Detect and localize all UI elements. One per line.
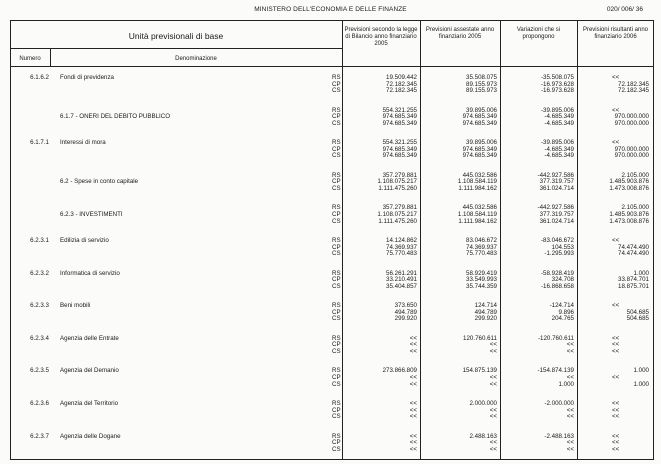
cell-risultanti: 33.874.701 [618,276,649,284]
cell-variazioni: 324.708 [551,276,574,284]
row-denominazione: Interessi di mora [60,139,106,147]
row-denominazione: Fondi di previdenza [60,74,115,81]
row-type-code: CP [332,243,341,251]
row-type-code: CS [332,185,341,192]
cell-bilancio: 273.866.809 [382,367,417,375]
row-number: 6.2.3.3 [30,302,49,310]
row-number: 6.2.3.4 [30,334,49,342]
cell-variazioni: << [566,341,574,349]
cell-risultanti: << [612,413,620,421]
cell-risultanti: 1.473.008.876 [609,185,649,192]
cell-bilancio: << [409,432,417,440]
cell-bilancio: << [409,413,417,421]
cell-variazioni: << [566,406,574,414]
row-number: 6.2.3.2 [30,269,49,277]
cell-bilancio: 33.210.491 [386,276,417,284]
cell-risultanti: << [612,374,620,381]
cell-bilancio: 373.650 [394,302,417,310]
cell-variazioni: -58.928.419 [540,269,574,277]
row-type-code: RS [332,269,341,277]
cell-assestate: 2.000.000 [469,400,497,407]
cell-assestate: 89.155.973 [466,80,497,88]
cell-risultanti: 1.000 [633,380,649,388]
cell-bilancio: 72.182.345 [386,87,417,95]
cell-bilancio: 74.369.937 [386,243,417,251]
row-type-code: CP [332,308,341,316]
cell-variazioni: -124.714 [549,302,574,310]
cell-assestate: 974.685.349 [462,152,497,160]
cell-variazioni: -39.895.006 [540,106,574,114]
column-header-denominazione: Denominazione [175,56,217,62]
column-header-bilancio: Previsioni secondo la legge di Bilancio anno finanziario 2005 [344,27,418,48]
cell-bilancio: 75.770.483 [386,250,417,258]
cell-bilancio: 1.111.475.260 [378,217,417,225]
row-denominazione: Beni mobili [60,302,91,310]
row-type-code: CS [332,282,341,290]
cell-assestate: 33.549.993 [466,276,497,284]
cell-assestate: 75.770.483 [466,250,497,258]
cell-variazioni: -16.973.628 [540,80,574,88]
column-header-assestate: Previsioni assestate anno finanziario 2005 [425,27,495,41]
cell-assestate: 1.108.584.119 [457,211,497,218]
cell-variazioni: -2.488.163 [544,432,574,440]
cell-risultanti: << [612,139,620,147]
cell-variazioni: -39.895.006 [540,139,574,147]
cell-variazioni: -35.508.075 [540,74,574,81]
cell-assestate: 974.685.349 [462,113,497,121]
cell-variazioni: -4.685.349 [544,145,574,153]
cell-variazioni: << [566,348,574,355]
cell-bilancio: 974.685.349 [382,152,417,160]
cell-variazioni: -83.046.672 [540,237,574,244]
cell-bilancio: 1.108.075.217 [377,211,417,218]
cell-variazioni: -4.685.349 [544,152,574,160]
cell-assestate: << [489,374,497,381]
column-header-numero: Numero [19,56,41,62]
row-type-code: CP [332,406,341,414]
row-type-code: RS [332,237,341,244]
row-type-code: RS [332,171,341,179]
cell-risultanti: << [612,406,620,414]
cell-assestate: 74.369.937 [466,243,497,251]
cell-risultanti: 1.000 [633,367,649,375]
row-type-code: RS [332,106,341,114]
cell-assestate: 35.508.075 [466,74,497,81]
cell-bilancio: 35.404.857 [386,282,417,290]
cell-bilancio: << [409,374,417,381]
row-number: 6.1.7.1 [30,139,49,147]
cell-risultanti: 1.000 [633,269,649,277]
cell-variazioni: -442.927.586 [537,204,574,212]
cell-assestate: << [489,439,497,447]
cell-assestate: 1.111.984.162 [458,217,497,225]
row-type-code: CP [332,341,341,349]
cell-risultanti: 74.474.490 [618,250,649,258]
row-type-code: RS [332,74,341,81]
cell-bilancio: << [409,348,417,355]
cell-risultanti: 1.485.903.876 [609,178,649,186]
cell-bilancio: 1.108.075.217 [377,178,417,186]
row-type-code: RS [332,367,341,375]
cell-bilancio: 974.685.349 [382,145,417,153]
ministry-title: MINISTERO DELL'ECONOMIA E DELLE FINANZE [254,6,407,13]
cell-variazioni: 9.896 [558,308,574,316]
cell-bilancio: 554.321.255 [382,139,417,147]
cell-bilancio: 1.111.475.260 [378,185,417,192]
cell-bilancio: 14.124.862 [386,237,417,244]
cell-assestate: 154.875.139 [462,367,497,375]
row-denominazione: Informatica di servizio [60,269,120,277]
cell-risultanti: 970.000.000 [614,145,649,153]
cell-assestate: << [489,406,497,414]
cell-variazioni: 361.024.714 [539,185,574,192]
cell-risultanti: << [612,439,620,447]
row-type-code: RS [332,302,341,310]
row-type-code: CP [332,178,341,186]
cell-risultanti: 970.000.000 [614,113,649,121]
row-type-code: CS [332,217,341,225]
cell-assestate: 39.895.006 [466,106,497,114]
cell-variazioni: -1.295.993 [544,250,574,258]
cell-variazioni: << [566,374,574,381]
cell-risultanti: 970.000.000 [614,152,649,160]
cell-variazioni: 204.765 [551,315,574,323]
cell-risultanti: << [612,237,620,244]
cell-variazioni: 377.319.757 [539,178,574,186]
row-type-code: CP [332,439,341,447]
cell-assestate: 494.789 [474,308,497,316]
cell-variazioni: -442.927.586 [537,171,574,179]
cell-bilancio: 357.279.881 [382,171,417,179]
cell-risultanti: << [612,334,620,342]
row-type-code: RS [332,432,341,440]
cell-assestate: 35.744.359 [466,282,497,290]
row-number: 6.2.3.1 [30,237,49,244]
row-type-code: CS [332,348,341,355]
header-divider [10,48,342,49]
section-title: Unità previsionali di base [128,31,224,41]
cell-risultanti: 504.685 [626,308,649,316]
row-type-code: CS [332,413,341,421]
cell-assestate: 1.111.984.162 [458,185,497,192]
cell-variazioni: -154.874.139 [537,367,574,375]
cell-assestate: 299.920 [474,315,497,323]
cell-variazioni: << [566,439,574,447]
row-type-code: RS [332,139,341,147]
cell-assestate: 974.685.349 [462,119,497,127]
cell-assestate: << [489,380,497,388]
cell-risultanti: << [612,348,620,355]
cell-variazioni: 361.024.714 [539,217,574,225]
cell-variazioni: 377.319.757 [539,211,574,218]
cell-risultanti: << [612,106,620,114]
row-denominazione: Agenzia del Territorio [60,400,119,407]
cell-variazioni: 104.553 [551,243,574,251]
row-denominazione: 6.2.3 - INVESTIMENTI [60,211,123,218]
cell-assestate: 2.488.163 [469,432,497,440]
row-type-code: CS [332,250,341,258]
column-header-variazioni: Variazioni che si propongono [516,27,561,41]
cell-assestate: 445.032.586 [462,171,497,179]
cell-bilancio: << [409,380,417,388]
row-type-code: CS [332,445,341,453]
cell-variazioni: -120.760.611 [537,334,574,342]
cell-assestate: << [489,413,497,421]
cell-risultanti: << [612,74,620,81]
row-type-code: CS [332,119,341,127]
cell-risultanti: 18.875.701 [618,282,649,290]
row-type-code: CP [332,145,341,153]
row-denominazione: 6.2 - Spese in conto capitale [60,178,139,186]
cell-risultanti: << [612,341,620,349]
row-number: 6.1.6.2 [30,74,49,81]
cell-assestate: 39.895.006 [466,139,497,147]
cell-bilancio: << [409,400,417,407]
cell-bilancio: 494.789 [394,308,417,316]
cell-variazioni: -16.868.658 [540,282,574,290]
cell-variazioni: -4.685.349 [544,119,574,127]
cell-bilancio: 974.685.349 [382,113,417,121]
row-type-code: RS [332,400,341,407]
cell-assestate: 445.032.586 [462,204,497,212]
row-number: 6.2.3.6 [30,400,49,407]
cell-risultanti: << [612,445,620,453]
cell-risultanti: 2.105.000 [621,204,649,212]
cell-bilancio: << [409,439,417,447]
row-type-code: CP [332,276,341,284]
row-type-code: CS [332,315,341,323]
cell-assestate: 120.760.611 [463,334,497,342]
row-type-code: RS [332,334,341,342]
cell-assestate: 83.046.672 [466,237,497,244]
cell-bilancio: 72.182.345 [386,80,417,88]
cell-bilancio: 56.261.291 [386,269,417,277]
cell-assestate: << [489,348,497,355]
row-denominazione: Edilizia di servizio [60,237,109,244]
cell-risultanti: 74.474.490 [618,243,649,251]
cell-assestate: << [489,445,497,453]
cell-variazioni: -2.000.000 [544,400,574,407]
cell-risultanti: << [612,432,620,440]
row-type-code: CP [332,80,341,88]
cell-assestate: 1.108.584.119 [457,178,497,186]
cell-assestate: 58.929.419 [466,269,497,277]
cell-assestate: << [489,341,497,349]
row-type-code: CS [332,87,341,95]
cell-assestate: 89.155.973 [466,87,497,95]
cell-risultanti: 2.105.000 [621,171,649,179]
row-type-code: CS [332,380,341,388]
cell-bilancio: << [409,406,417,414]
row-denominazione: Agenzia del Demanio [60,367,119,375]
page-code: 020/ 006/ 36 [606,6,643,13]
cell-risultanti: 970.000.000 [614,119,649,127]
cell-bilancio: << [409,341,417,349]
cell-bilancio: 974.685.349 [382,119,417,127]
cell-risultanti: << [612,400,620,407]
cell-bilancio: 299.920 [394,315,417,323]
row-type-code: CP [332,113,341,121]
cell-bilancio: 19.509.442 [386,74,417,81]
row-type-code: RS [332,204,341,212]
cell-bilancio: << [409,445,417,453]
row-number: 6.2.3.7 [30,432,49,440]
row-type-code: CP [332,211,341,218]
row-denominazione: Agenzia delle Dogane [60,432,121,440]
cell-risultanti: 72.182.345 [618,87,649,95]
cell-variazioni: -4.685.349 [544,113,574,121]
row-type-code: CP [332,374,341,381]
cell-variazioni: -16.973.628 [540,87,574,95]
row-number: 6.2.3.5 [30,367,49,375]
cell-bilancio: << [409,334,417,342]
cell-variazioni: 1.000 [558,380,574,388]
cell-assestate: 974.685.349 [462,145,497,153]
cell-risultanti: 1.473.008.876 [609,217,649,225]
row-type-code: CS [332,152,341,160]
row-denominazione: Agenzia delle Entrate [60,334,119,342]
cell-variazioni: << [566,413,574,421]
cell-risultanti: << [612,302,620,310]
cell-bilancio: 357.279.881 [382,204,417,212]
header-bottom-rule [10,66,654,67]
cell-bilancio: 554.321.255 [382,106,417,114]
cell-variazioni: << [566,445,574,453]
cell-risultanti: 504.685 [626,315,649,323]
cell-assestate: 124.714 [474,302,497,310]
column-header-risultanti: Previsioni risultanti anno finanziario 2006 [582,27,649,41]
cell-risultanti: 1.485.903.876 [609,211,649,218]
row-denominazione: 6.1.7 - ONERI DEL DEBITO PUBBLICO [60,113,171,121]
cell-risultanti: 72.182.345 [618,80,649,88]
